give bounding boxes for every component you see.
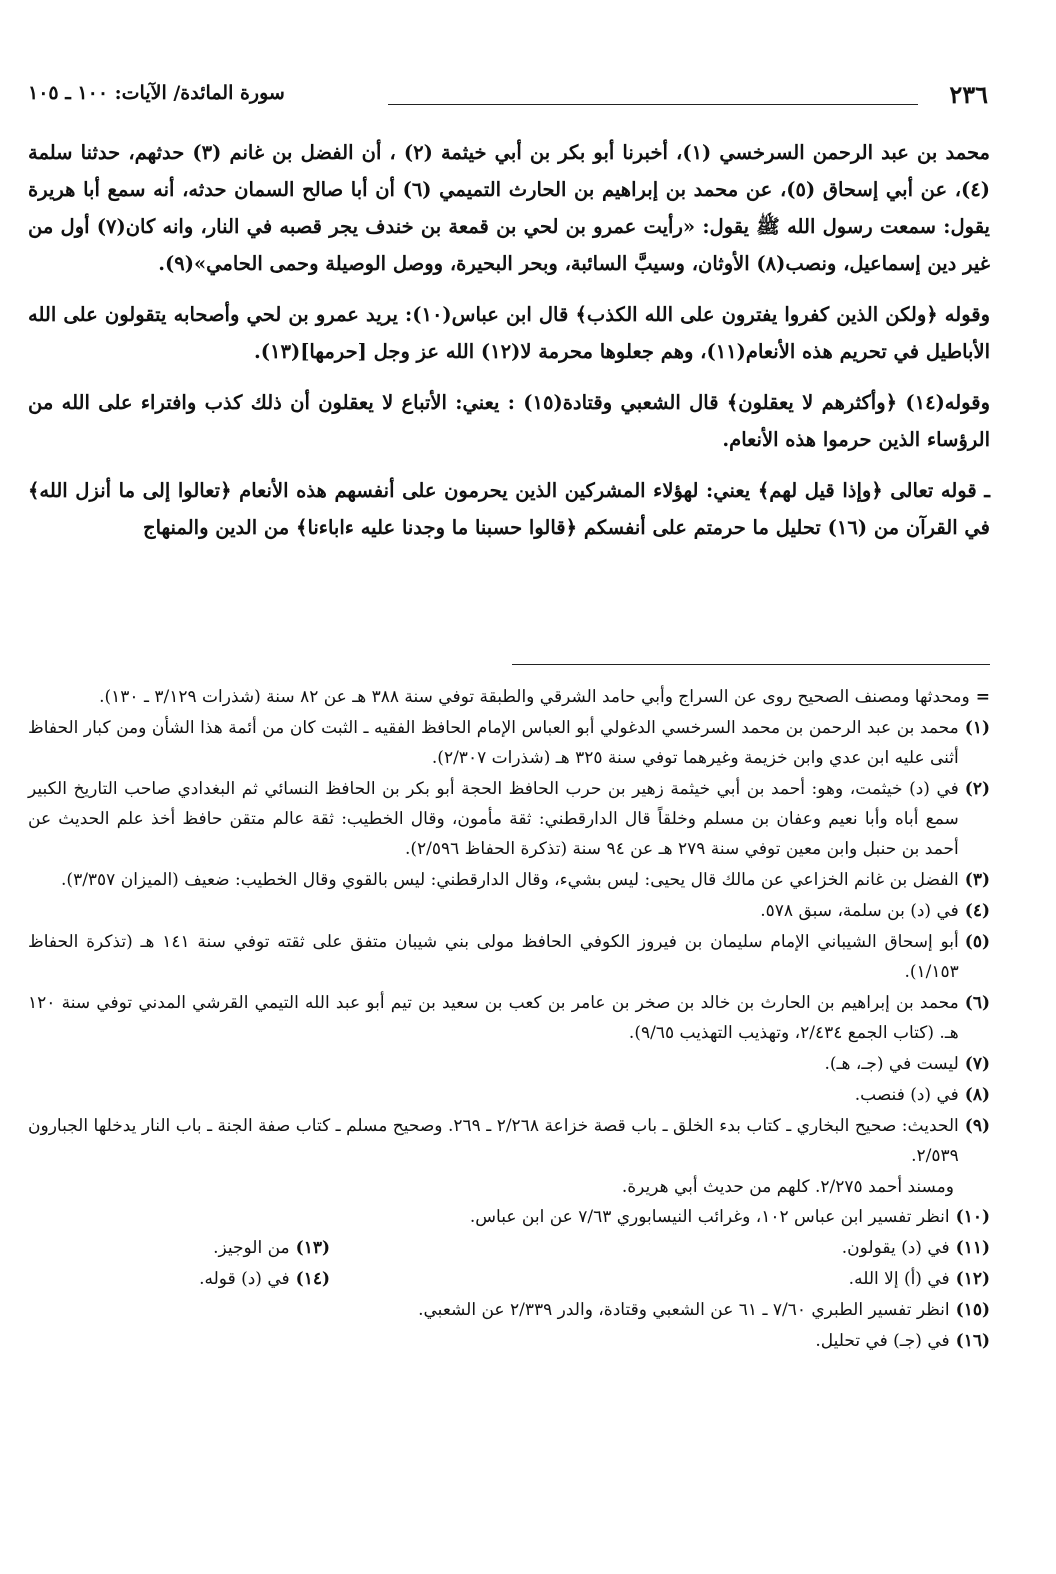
footnote-text: في (أ) إلا الله. xyxy=(848,1269,950,1289)
page-header xyxy=(28,80,988,114)
footnote-5 xyxy=(28,927,990,987)
footnote-15 xyxy=(28,1295,990,1325)
footnote-4 xyxy=(28,896,990,926)
footnotes xyxy=(28,682,990,1357)
paragraph-hadith xyxy=(28,134,990,282)
paragraph-verse-2 xyxy=(28,384,990,458)
text: وقوله(١٤) xyxy=(897,391,990,414)
footnote-text: محمد بن عبد الرحمن بن محمد السرخسي الدغولي أبو العباس الإمام الحافظ الفقيه ـ الثبت كان من أئمة هذا الشأن ومن كبار الحفاظ أثنى عليه ابن عدي وابن خزيمة وغيرهما توفي سنة ٣٢٥ هـ (شذرات ٢/٣٠٧). xyxy=(28,718,959,768)
footnote-continuation xyxy=(28,682,990,712)
footnote-number: = xyxy=(975,687,990,707)
footnote-number: (١١) xyxy=(955,1238,990,1258)
footnote-text: الحديث: صحيح البخاري ـ كتاب بدء الخلق ـ باب قصة خزاعة ٢/٢٦٨ ـ ٢٦٩. وصحيح مسلم ـ كتاب صفة الجنة ـ باب النار يدخلها الجبارون ٢/٥٣٩. xyxy=(28,1116,959,1166)
footnote-text: انظر تفسير ابن عباس ١٠٢، وغرائب النيسابوري ٧/٦٣ عن ابن عباس. xyxy=(469,1207,950,1227)
text: وقوله xyxy=(937,303,991,326)
footnote-pair-11-13 xyxy=(28,1233,990,1264)
footnote-text: ليست في (جـ، هـ). xyxy=(824,1054,959,1074)
quran-verse: ﴿تعالوا إلى ما أنزل الله﴾ xyxy=(28,479,232,502)
footnote-number: (٩) xyxy=(964,1116,990,1136)
text: من الدين والمنهاج xyxy=(143,516,297,539)
footnote-text: في (د) بن سلمة، سبق ٥٧٨. xyxy=(760,901,959,921)
footnote-number: (٦) xyxy=(964,993,990,1013)
footnote-10 xyxy=(28,1202,990,1232)
footnote-12 xyxy=(390,1264,990,1294)
paragraph-verse-1 xyxy=(28,296,990,370)
text: في القرآن من (١٦) تحليل ما حرمتم على أنفسكم xyxy=(577,516,990,539)
quran-verse: ﴿ولكن الذين كفروا يفترون على الله الكذب﴾ xyxy=(575,303,938,326)
running-title: سورة المائدة/ الآيات: ١٠٠ ـ ١٠٥ xyxy=(28,82,285,104)
footnote-14 xyxy=(28,1264,390,1294)
footnote-number: (٤) xyxy=(964,901,990,921)
footnote-text: أبو إسحاق الشيباني الإمام سليمان بن فيروز الكوفي الحافظ مولى بني شيبان متفق على ثقته توفي سنة ١٤١ هـ (تذكرة الحفاظ ١/١٥٣). xyxy=(28,932,959,982)
footnote-8 xyxy=(28,1080,990,1110)
text: يعني: لهؤلاء المشركين الذين يحرمون على أنفسهم هذه الأنعام xyxy=(231,479,758,502)
footnote-number: (١٤) xyxy=(295,1269,330,1289)
footnote-number: (١٠) xyxy=(955,1207,990,1227)
footnote-number: (٢) xyxy=(964,779,990,799)
footnote-number: (٨) xyxy=(964,1085,990,1105)
text: قال ابن عباس(١٠): يريد عمرو بن لحي وأصحابه يتقولون على الله الأباطيل في تحريم هذه الأنعام(١١)، وهم جعلوها محرمة لا(١٢) الله عز وجل [حرمها](١٣). xyxy=(28,303,990,363)
footnote-3 xyxy=(28,865,990,895)
footnote-13 xyxy=(28,1233,390,1263)
footnote-text: في (د) يقولون. xyxy=(841,1238,950,1258)
footnote-text: الفضل بن غانم الخزاعي عن مالك قال يحيى: ليس بشيء، وقال الدارقطني: ليس بالقوي وقال الخطيب: ضعيف (الميزان ٣/٣٥٧). xyxy=(61,870,959,890)
quran-verse: ﴿قالوا حسبنا ما وجدنا عليه ءاباءنا﴾ xyxy=(296,516,578,539)
footnote-number: (٥) xyxy=(964,932,990,952)
footnote-11 xyxy=(390,1233,990,1263)
footnote-number: (١٢) xyxy=(955,1269,990,1289)
hadith-text: محمد بن عبد الرحمن السرخسي (١)، أخبرنا أبو بكر بن أبي خيثمة (٢) ، أن الفضل بن غانم (٣) حدثهم، حدثنا سلمة (٤)، عن أبي إسحاق (٥)، عن محمد بن إبراهيم بن الحارث التميمي (٦) أن أبا صالح السمان حدثه، أنه سمع أبا هريرة يقول: سمعت رسول الله ﷺ يقول: «رأيت عمرو بن لحي بن قمعة بن خندف يجر قصبه في النار، وانه كان(٧) أول من غير دين إسماعيل، ونصب(٨) الأوثان، وسيبَّ السائبة، وبحر البحيرة، ووصل الوصيلة وحمى الحامي»(٩). xyxy=(28,141,990,275)
quran-verse: ﴿وأكثرهم لا يعقلون﴾ xyxy=(726,391,898,414)
text: قال الشعبي وقتادة(١٥) : يعني: الأتباع لا يعقلون أن ذلك كذب وافتراء على الله من الرؤساء الذين حرموا هذه الأنعام. xyxy=(28,391,990,451)
footnote-text: انظر تفسير الطبري ٧/٦٠ ـ ٦١ عن الشعبي وقتادة، والدر ٢/٣٣٩ عن الشعبي. xyxy=(418,1300,950,1320)
footnote-text: محمد بن إبراهيم بن الحارث بن خالد بن صخر بن عامر بن كعب بن سعيد بن تيم أبو عبد الله التيمي القرشي المدني توفي سنة ١٢٠ هـ. (كتاب الجمع ٢/٤٣٤، وتهذيب التهذيب ٩/٦٥). xyxy=(28,993,959,1043)
footnote-number: (٣) xyxy=(964,870,990,890)
footnote-16 xyxy=(28,1326,990,1356)
footnote-text: في (جـ) في تحليل. xyxy=(815,1331,950,1351)
footnote-number: (٧) xyxy=(964,1054,990,1074)
header-rule xyxy=(388,104,918,105)
footnote-text: في (د) خيثمت، وهو: أحمد بن أبي خيثمة زهير بن حرب الحافظ الحجة أبو بكر بن الحافظ النسائي ثم البغدادي صاحب التاريخ الكبير سمع أباه وأبا نعيم وعفان بن مسلم وخلقاً قال الدارقطني: ثقة مأمون، وقال الخطيب: ثقة عالم متقن حافظ أخذ علم الحديث عن أحمد بن حنبل وابن معين توفي سنة ٢٧٩ هـ عن ٩٤ سنة (تذكرة الحفاظ ٢/٥٩٦). xyxy=(28,779,959,859)
footnote-9 xyxy=(28,1111,990,1171)
footnote-text: ومحدثها ومصنف الصحيح روى عن السراج وأبي حامد الشرقي والطبقة توفي سنة ٣٨٨ هـ عن ٨٢ سنة (شذرات ٣/١٢٩ ـ ١٣٠). xyxy=(99,687,970,707)
paragraph-verse-3 xyxy=(28,472,990,546)
footnote-text: في (د) فنصب. xyxy=(854,1085,959,1105)
footnote-text: من الوجيز. xyxy=(213,1238,290,1258)
footnote-6 xyxy=(28,988,990,1048)
footnote-2 xyxy=(28,774,990,864)
footnote-number: (١٦) xyxy=(955,1331,990,1351)
footnote-pair-12-14 xyxy=(28,1264,990,1295)
footnote-9-continued: ومسند أحمد ٢/٢٧٥. كلهم من حديث أبي هريرة. xyxy=(621,1177,954,1197)
footnote-7 xyxy=(28,1049,990,1079)
quran-verse: ﴿وإذا قيل لهم﴾ xyxy=(757,479,883,502)
footnote-number: (١) xyxy=(964,718,990,738)
footnote-text: في (د) قوله. xyxy=(199,1269,290,1289)
footnote-number: (١٥) xyxy=(955,1300,990,1320)
page-number: ٢٣٦ xyxy=(949,80,988,109)
main-text xyxy=(28,134,990,560)
footnote-1 xyxy=(28,713,990,773)
text: ـ قوله تعالى xyxy=(882,479,990,502)
footnote-number: (١٣) xyxy=(295,1238,330,1258)
